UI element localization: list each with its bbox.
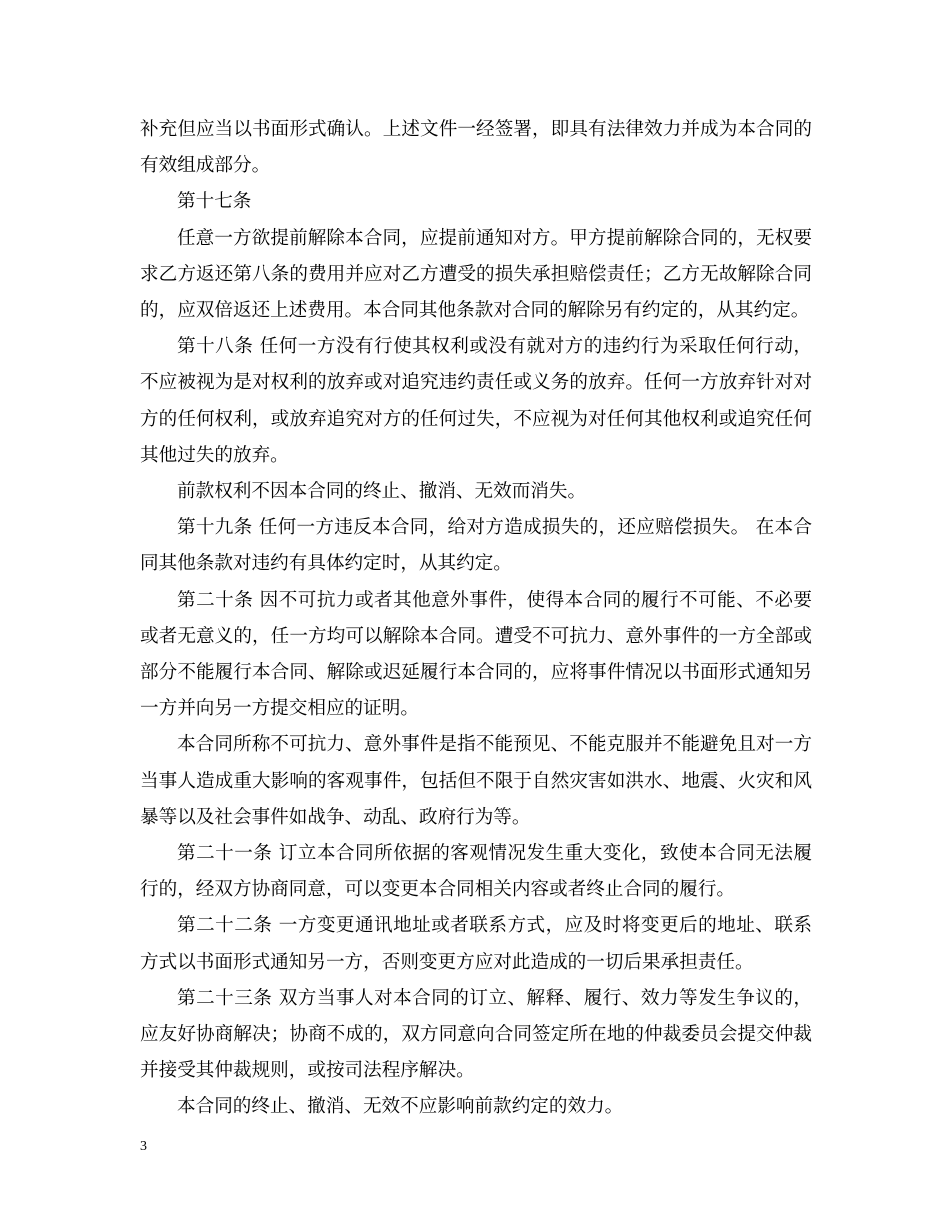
article-18-text: 第十八条 任何一方没有行使其权利或没有就对方的违约行为采取任何行动，不应被视为是对权利的放弃或对追究违约责任或义务的放弃。任何一方放弃针对对方的任何权利，或放弃追究对方的任何过失，不应视为对任何其他权利或追究任何其他过失的放弃。: [140, 336, 812, 466]
page-number: 3: [140, 1139, 147, 1154]
article-18-addendum: 前款权利不因本合同的终止、撤消、无效而消失。: [177, 481, 587, 503]
article-21-text: 第二十一条 订立本合同所依据的客观情况发生重大变化，致使本合同无法履行的，经双方协商同意，可以变更本合同相关内容或者终止合同的履行。: [140, 843, 812, 901]
article-20-text: 第二十条 因不可抗力或者其他意外事件，使得本合同的履行不可能、不必要或者无意义的，任一方均可以解除本合同。遭受不可抗力、意外事件的一方全部或部分不能履行本合同、解除或迟延履行本合同的，应将事件情况以书面形式通知另一方并向另一方提交相应的证明。: [140, 589, 812, 720]
article-17-text: 任意一方欲提前解除本合同，应提前通知对方。甲方提前解除合同的，无权要求乙方返还第八条的费用并应对乙方遭受的损失承担赔偿责任；乙方无故解除合同的，应双倍返还上述费用。本合同其他条款对合同的解除另有约定的，从其约定。: [140, 227, 812, 322]
force-majeure-definition: 本合同所称不可抗力、意外事件是指不能预见、不能克服并不能避免且对一方当事人造成重大影响的客观事件，包括但不限于自然灾害如洪水、地震、火灾和风暴等以及社会事件如战争、动乱、政府行为等。: [140, 734, 812, 828]
paragraph-continuation: 补充但应当以书面形式确认。上述文件一经签署，即具有法律效力并成为本合同的有效组成部分。: [140, 119, 812, 177]
article-23-text: 第二十三条 双方当事人对本合同的订立、解释、履行、效力等发生争议的，应友好协商解决；协商不成的，双方同意向合同签定所在地的仲裁委员会提交仲裁并接受其仲裁规则，或按司法程序解决。: [140, 987, 812, 1082]
article-22-text: 第二十二条 一方变更通讯地址或者联系方式，应及时将变更后的地址、联系方式以书面形式通知另一方，否则变更方应对此造成的一切后果承担责任。: [140, 915, 812, 973]
article-17-heading: 第十七条: [177, 191, 252, 213]
document-body: [140, 112, 812, 1126]
article-19-text: 第十九条 任何一方违反本合同，给对方造成损失的，还应赔偿损失。 在本合同其他条款对违约有具体约定时，从其约定。: [140, 517, 812, 575]
final-clause: 本合同的终止、撤消、无效不应影响前款约定的效力。: [177, 1096, 624, 1118]
